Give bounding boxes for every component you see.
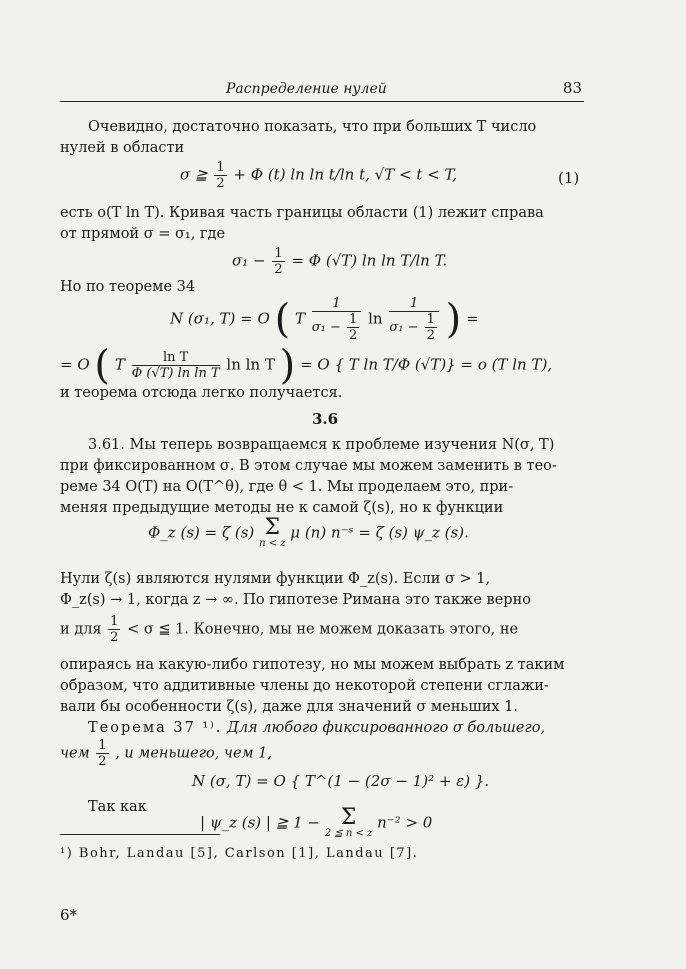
para7-line1: Так как — [88, 799, 147, 815]
section-heading: 3.6 — [312, 410, 339, 428]
signature-mark: 6* — [60, 906, 78, 924]
theorem-line2: чем $\frac{1}{2}$ , и меньшего, чем 1, — [60, 738, 272, 769]
para5-line2: при фиксированном σ. В этом случае мы можем заменить в тео- — [60, 458, 557, 474]
footnote: ¹) Bohr, Landau [5], Carlson [1], Landau [7]. — [60, 846, 419, 861]
equation-6: N (σ, T) = O { T^(1 − (2σ − 1)² + ε) }. — [192, 772, 490, 790]
theorem-label: Теорема 37 ¹⁾. — [88, 720, 223, 736]
page-number: 83 — [562, 79, 582, 97]
equation-number-1: (1) — [558, 169, 580, 187]
para4-line1: и теорема отсюда легко получается. — [60, 385, 343, 401]
para2-line2: от прямой σ = σ₁, где — [60, 226, 226, 242]
para5-line1: 3.61. Мы теперь возвращаемся к проблеме изучения N(σ, T) — [88, 437, 555, 453]
para5-line3: реме 34 O(T) на O(T^θ), где θ < 1. Мы проделаем это, при- — [60, 479, 514, 495]
para2-line1: есть o(T ln T). Кривая часть границы области (1) лежит справа — [60, 205, 544, 221]
para1-line2: нулей в области — [60, 140, 185, 156]
equation-1: σ ≧ $\frac{1}{2}$ + Φ (t) ln ln t/ln t, √T < t < T, — [180, 160, 458, 191]
para6-line4: опираясь на какую-либо гипотезу, но мы можем выбрать z таким — [60, 657, 565, 673]
equation-7: | ψ_z (s) | ≧ 1 − Σ 2 ≦ n < z n⁻² > 0 — [200, 805, 433, 839]
equation-4: = O ( T $\frac{\text{ln T}}{\text{Φ (√T) ln ln T}}$ ln ln T ) = O { T ln T/Φ (√T)} = o (T ln T), — [60, 342, 553, 389]
para3-line1: Но по теореме 34 — [60, 279, 196, 295]
para6-line3: и для $\frac{1}{2}$ < σ ≦ 1. Конечно, мы не можем доказать этого, не — [60, 614, 519, 645]
para6-line2: Φ_z(s) → 1, когда z → ∞. По гипотезе Римана это также верно — [60, 592, 531, 608]
fraction-half: $\frac{1}{2}$ — [216, 160, 225, 191]
equation-2: σ₁ − $\frac{1}{2}$ = Φ (√T) ln ln T/ln T. — [232, 246, 448, 277]
running-title: Распределение нулей — [226, 81, 387, 97]
para5-line4: меняя предыдущие методы не к самой ζ(s), но к функции — [60, 500, 504, 516]
equation-5: Φ_z (s) = ζ (s) Σ n < z μ (n) n⁻ˢ = ζ (s) ψ_z (s). — [148, 515, 469, 549]
para6-line5: образом, что аддитивные члены до некоторой степени сглажи- — [60, 678, 549, 694]
footnote-rule — [60, 834, 220, 835]
para1-line1: Очевидно, достаточно показать, что при больших T число — [88, 119, 537, 135]
para6-line1: Нули ζ(s) являются нулями функции Φ_z(s). Если σ > 1, — [60, 571, 491, 587]
equation-3: N (σ₁, T) = O ( T 1 σ₁ − $\frac{1}{2}$ ln 1 σ₁ − $\frac{1}{2}$ ) = — [170, 296, 479, 343]
running-header — [60, 79, 584, 102]
para6-line6: вали бы особенности ζ(s), даже для значений σ меньших 1. — [60, 699, 519, 715]
theorem-line1: Теорема 37 ¹⁾. Для любого фиксированного σ большего, — [88, 720, 546, 736]
